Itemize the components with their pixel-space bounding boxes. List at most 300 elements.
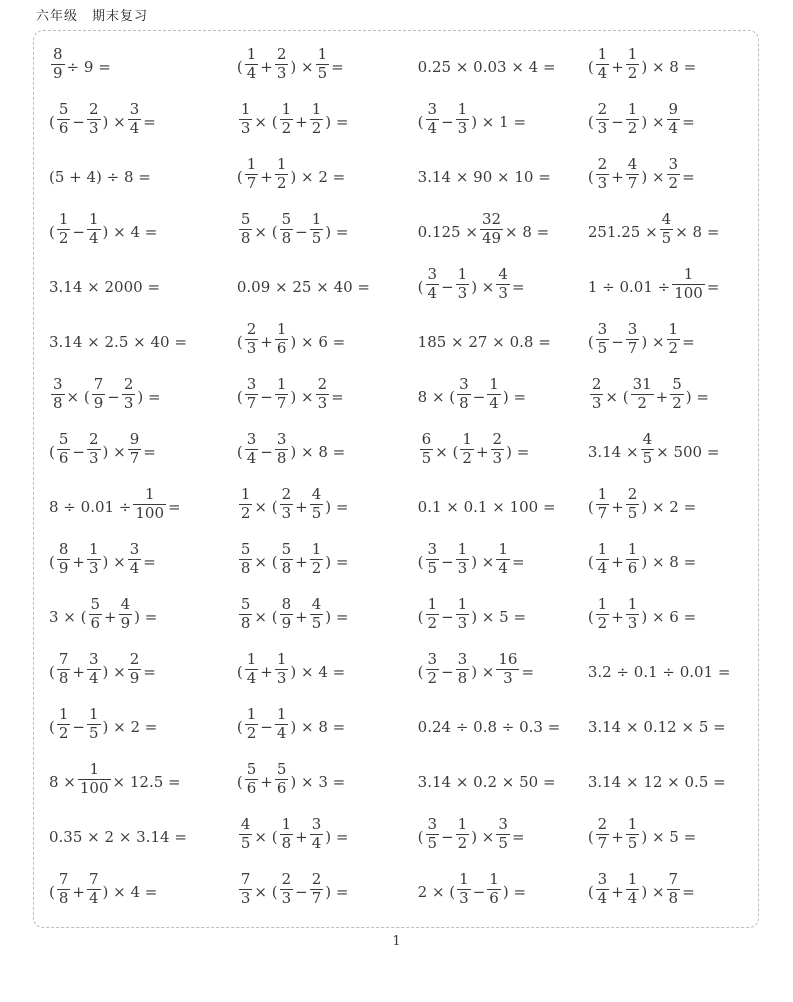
problem-r12-c2: ( $\frac{1}{4}$ + $\frac{1}{3}$ ) × 4 = (236, 650, 346, 687)
fraction-numerator: 3 (457, 650, 468, 669)
fraction (596, 597, 610, 632)
fraction (128, 652, 142, 687)
fraction-denominator: 5 (427, 834, 438, 852)
fraction-numerator: 1 (427, 595, 438, 614)
problem-r2-c2: $\frac{1}{3}$ × ( $\frac{1}{2}$ + $\frac{1}{2}$ ) = (240, 100, 349, 137)
fraction-denominator: 3 (276, 64, 287, 82)
fraction (280, 817, 294, 852)
fraction (626, 157, 640, 192)
fraction (51, 377, 65, 412)
fraction-denominator: 3 (457, 284, 468, 302)
fraction-denominator: 3 (88, 449, 99, 467)
fraction-numerator: 1 (276, 705, 287, 724)
fraction-numerator: 1 (457, 595, 468, 614)
fraction-denominator: 8 (240, 559, 251, 577)
fraction-numerator: 7 (93, 375, 104, 394)
fraction-numerator: 5 (240, 210, 251, 229)
fraction-numerator: 1 (672, 267, 705, 285)
problem-r15-c2: $\frac{4}{5}$ × ( $\frac{1}{8}$ + $\frac{3}{4}$ ) = (240, 815, 349, 852)
fraction (487, 377, 501, 412)
fraction-numerator: 1 (311, 210, 322, 229)
fraction-numerator: 1 (240, 485, 251, 504)
worksheet-border (33, 30, 759, 928)
fraction (57, 542, 71, 577)
fraction-numerator: 9 (129, 430, 140, 449)
problem-r4-c2: $\frac{5}{8}$ × ( $\frac{5}{8}$ − $\frac{1}{5}$ ) = (240, 210, 349, 247)
fraction-denominator: 8 (668, 889, 679, 907)
fraction-denominator: 2 (627, 119, 638, 137)
fraction (128, 542, 142, 577)
problem-r14-c3: 3.14 × 0.2 × 50 = (417, 772, 556, 791)
fraction (496, 652, 519, 687)
fraction-numerator: 1 (457, 265, 468, 284)
fraction-numerator: 2 (311, 870, 322, 889)
fraction-numerator: 2 (597, 815, 608, 834)
fraction-denominator: 2 (637, 394, 647, 412)
fraction-denominator: 7 (597, 504, 608, 522)
fraction (87, 652, 101, 687)
fraction-numerator: 3 (427, 815, 438, 834)
fraction (245, 47, 259, 82)
fraction-numerator: 2 (281, 485, 292, 504)
fraction-denominator: 9 (53, 64, 63, 82)
problem-r2-c1: ( $\frac{5}{6}$ − $\frac{2}{3}$ ) × $\frac{3}{4}$ = (49, 100, 156, 137)
fraction (239, 597, 253, 632)
fraction (667, 872, 681, 907)
fraction-denominator: 49 (481, 229, 502, 247)
fraction (487, 872, 501, 907)
problem-r1-c1: $\frac{8}{9}$ ÷ 9 = (53, 45, 111, 82)
fraction-numerator: 1 (317, 45, 328, 64)
fraction (51, 47, 65, 82)
fraction-numerator: 32 (481, 210, 502, 229)
fraction-numerator: 5 (240, 540, 251, 559)
fraction-numerator: 2 (246, 320, 257, 339)
fraction-numerator: 4 (642, 430, 653, 449)
fraction (456, 267, 470, 302)
fraction-numerator: 1 (462, 430, 472, 449)
fraction-numerator: 2 (597, 100, 608, 119)
problem-r4-c4: 251.25 × $\frac{4}{5}$ × 8 = (587, 210, 720, 247)
problem-r7-c4: $\frac{2}{3}$ × ( $\frac{31}{2}$ + $\frac{5}{2}$ ) = (591, 375, 709, 412)
fraction-denominator: 6 (58, 119, 69, 137)
fraction (280, 542, 294, 577)
problem-r6-c4: ( $\frac{3}{5}$ − $\frac{3}{7}$ ) × $\frac{1}{2}$ = (587, 320, 695, 357)
problem-r3-c2: ( $\frac{1}{7}$ + $\frac{1}{2}$ ) × 2 = (236, 155, 346, 192)
fraction-numerator: 1 (58, 210, 69, 229)
page-number: 1 (392, 934, 401, 949)
problem-r13-c2: ( $\frac{1}{2}$ − $\frac{1}{4}$ ) × 8 = (236, 705, 346, 742)
fraction-denominator: 5 (88, 724, 99, 742)
fraction-denominator: 3 (591, 394, 602, 412)
problem-r13-c3: 0.24 ÷ 0.8 ÷ 0.3 = (417, 717, 561, 736)
problem-r5-c4: 1 ÷ 0.01 ÷ $\frac{1}{100}$ = (587, 265, 720, 302)
fraction-denominator: 7 (246, 174, 257, 192)
fraction-denominator: 4 (88, 669, 99, 687)
problem-r6-c2: ( $\frac{2}{3}$ + $\frac{1}{6}$ ) × 6 = (236, 320, 346, 357)
fraction (275, 762, 289, 797)
fraction-denominator: 2 (58, 724, 69, 742)
fraction-numerator: 3 (129, 100, 140, 119)
fraction-numerator: 8 (53, 45, 63, 64)
fraction-denominator: 7 (311, 889, 322, 907)
fraction (310, 212, 324, 247)
fraction (280, 102, 294, 137)
problem-r11-c3: ( $\frac{1}{2}$ − $\frac{1}{3}$ ) × 5 = (417, 595, 527, 632)
fraction (456, 542, 470, 577)
fraction-denominator: 6 (276, 339, 287, 357)
fraction-denominator: 5 (597, 339, 608, 357)
fraction-numerator: 5 (246, 760, 257, 779)
fraction (280, 212, 294, 247)
fraction-denominator: 2 (276, 174, 287, 192)
fraction (239, 212, 253, 247)
fraction-numerator: 3 (246, 430, 257, 449)
fraction-numerator: 4 (120, 595, 131, 614)
fraction-denominator: 4 (311, 834, 322, 852)
fraction-denominator: 8 (276, 449, 287, 467)
fraction-numerator: 2 (317, 375, 328, 394)
fraction-denominator: 7 (129, 449, 140, 467)
fraction-numerator: 9 (668, 100, 679, 119)
fraction-denominator: 2 (627, 64, 638, 82)
fraction-denominator: 4 (498, 559, 508, 577)
problem-r1-c2: ( $\frac{1}{4}$ + $\frac{2}{3}$ ) × $\frac{1}{5}$ = (236, 45, 344, 82)
fraction-denominator: 5 (642, 449, 653, 467)
fraction-numerator: 1 (498, 540, 508, 559)
fraction-denominator: 3 (240, 889, 251, 907)
problem-r14-c1: 8 × $\frac{1}{100}$ × 12.5 = (49, 760, 181, 797)
fraction-numerator: 1 (58, 705, 69, 724)
problem-r15-c1: 0.35 × 2 × 3.14 = (49, 827, 187, 846)
problem-r2-c4: ( $\frac{2}{3}$ − $\frac{1}{2}$ ) × $\frac{9}{4}$ = (587, 100, 695, 137)
fraction-denominator: 6 (90, 614, 101, 632)
fraction-numerator: 1 (281, 100, 292, 119)
fraction-denominator: 6 (58, 449, 69, 467)
fraction-denominator: 8 (58, 889, 69, 907)
fraction (626, 322, 640, 357)
fraction-numerator: 3 (627, 320, 638, 339)
problem-r11-c1: 3 × ( $\frac{5}{6}$ + $\frac{4}{9}$ ) = (49, 595, 158, 632)
fraction-denominator: 2 (668, 174, 679, 192)
fraction (245, 432, 259, 467)
fraction-denominator: 8 (240, 614, 251, 632)
fraction-numerator: 7 (58, 870, 69, 889)
problem-r1-c4: ( $\frac{1}{4}$ + $\frac{1}{2}$ ) × 8 = (587, 45, 697, 82)
problem-r14-c4: 3.14 × 12 × 0.5 = (587, 772, 726, 791)
fraction (310, 102, 324, 137)
fraction-denominator: 3 (492, 449, 503, 467)
fraction-numerator: 3 (597, 320, 608, 339)
fraction-numerator: 1 (457, 540, 468, 559)
fraction (460, 432, 474, 467)
fraction-denominator: 7 (627, 339, 638, 357)
fraction (275, 377, 289, 412)
fraction-numerator: 3 (459, 375, 469, 394)
fraction-denominator: 5 (627, 834, 638, 852)
problem-r9-c3: 0.1 × 0.1 × 100 = (417, 497, 556, 516)
fraction (426, 817, 440, 852)
fraction-numerator: 8 (58, 540, 69, 559)
fraction (87, 432, 101, 467)
problem-r3-c1: (5 + 4) ÷ 8 = (49, 167, 151, 186)
fraction-denominator: 5 (311, 614, 322, 632)
fraction (626, 487, 640, 522)
fraction (667, 102, 681, 137)
problem-r15-c4: ( $\frac{2}{7}$ + $\frac{1}{5}$ ) × 5 = (587, 815, 697, 852)
fraction (631, 377, 654, 412)
fraction (426, 102, 440, 137)
fraction (87, 707, 101, 742)
fraction (57, 432, 71, 467)
problem-r9-c4: ( $\frac{1}{7}$ + $\frac{2}{5}$ ) × 2 = (587, 485, 697, 522)
fraction-denominator: 4 (489, 394, 499, 412)
fraction-denominator: 4 (668, 119, 679, 137)
fraction-numerator: 7 (88, 870, 99, 889)
fraction-numerator: 5 (672, 375, 682, 394)
problem-r8-c1: ( $\frac{5}{6}$ − $\frac{2}{3}$ ) × $\frac{9}{7}$ = (49, 430, 156, 467)
fraction-denominator: 3 (597, 119, 608, 137)
fraction-denominator: 100 (79, 779, 109, 797)
fraction-numerator: 2 (597, 155, 608, 174)
fraction-denominator: 8 (53, 394, 63, 412)
fraction-numerator: 3 (311, 815, 322, 834)
fraction-denominator: 2 (427, 669, 438, 687)
fraction (420, 432, 434, 467)
fraction-denominator: 3 (459, 889, 469, 907)
fraction (660, 212, 674, 247)
fraction (92, 377, 106, 412)
fraction (128, 102, 142, 137)
fraction-numerator: 1 (597, 540, 608, 559)
fraction (626, 102, 640, 137)
fraction-numerator: 1 (246, 650, 257, 669)
fraction-numerator: 1 (457, 815, 468, 834)
fraction-numerator: 3 (276, 430, 287, 449)
fraction (626, 817, 640, 852)
fraction (239, 542, 253, 577)
fraction-numerator: 4 (661, 210, 672, 229)
fraction-denominator: 4 (246, 449, 257, 467)
fraction-denominator: 8 (281, 559, 292, 577)
fraction-denominator: 2 (311, 119, 322, 137)
fraction (496, 267, 510, 302)
fraction-denominator: 4 (597, 889, 608, 907)
fraction-numerator: 1 (88, 705, 99, 724)
fraction-numerator: 3 (597, 870, 608, 889)
fraction-numerator: 1 (246, 155, 257, 174)
problem-r12-c3: ( $\frac{3}{2}$ − $\frac{3}{8}$ ) × $\frac{16}{3}$ = (417, 650, 535, 687)
fraction-denominator: 3 (317, 394, 328, 412)
fraction-denominator: 9 (281, 614, 292, 632)
fraction-denominator: 6 (276, 779, 287, 797)
fraction-denominator: 2 (668, 339, 679, 357)
fraction-denominator: 100 (674, 284, 703, 302)
fraction (280, 597, 294, 632)
fraction-numerator: 4 (240, 815, 251, 834)
fraction (426, 542, 440, 577)
fraction-denominator: 3 (240, 119, 251, 137)
fraction (496, 542, 510, 577)
fraction (57, 872, 71, 907)
fraction-denominator: 4 (627, 889, 638, 907)
fraction-denominator: 4 (129, 119, 140, 137)
fraction-numerator: 5 (240, 595, 251, 614)
fraction-denominator: 8 (459, 394, 469, 412)
fraction-numerator: 5 (58, 100, 69, 119)
fraction-denominator: 5 (427, 559, 438, 577)
problem-r5-c1: 3.14 × 2000 = (49, 277, 161, 296)
fraction (245, 157, 259, 192)
fraction-numerator: 1 (668, 320, 679, 339)
fraction (89, 597, 103, 632)
fraction-denominator: 3 (457, 119, 468, 137)
fraction (316, 47, 330, 82)
fraction-denominator: 2 (427, 614, 438, 632)
fraction (57, 212, 71, 247)
fraction (496, 817, 510, 852)
fraction-denominator: 9 (129, 669, 140, 687)
fraction-numerator: 5 (58, 430, 69, 449)
fraction-numerator: 5 (281, 540, 292, 559)
fraction (133, 487, 166, 522)
fraction-denominator: 8 (281, 834, 292, 852)
problem-r13-c1: ( $\frac{1}{2}$ − $\frac{1}{5}$ ) × 2 = (49, 705, 158, 742)
fraction-denominator: 4 (597, 559, 608, 577)
fraction (87, 542, 101, 577)
problem-r10-c4: ( $\frac{1}{4}$ + $\frac{1}{6}$ ) × 8 = (587, 540, 697, 577)
fraction-numerator: 7 (58, 650, 69, 669)
fraction (87, 872, 101, 907)
fraction-denominator: 4 (427, 284, 438, 302)
fraction-denominator: 9 (120, 614, 131, 632)
fraction-denominator: 9 (93, 394, 104, 412)
fraction (310, 542, 324, 577)
fraction-numerator: 1 (276, 155, 287, 174)
fraction-numerator: 6 (421, 430, 432, 449)
fraction-numerator: 1 (627, 540, 638, 559)
fraction (626, 542, 640, 577)
fraction (57, 707, 71, 742)
fraction (596, 872, 610, 907)
fraction (457, 377, 471, 412)
fraction-denominator: 2 (311, 559, 322, 577)
fraction-denominator: 7 (246, 394, 257, 412)
fraction-denominator: 3 (498, 284, 508, 302)
fraction (626, 47, 640, 82)
problem-r10-c3: ( $\frac{3}{5}$ − $\frac{1}{3}$ ) × $\frac{1}{4}$ = (417, 540, 525, 577)
problem-r3-c3: 3.14 × 90 × 10 = (417, 167, 551, 186)
fraction (122, 377, 136, 412)
fraction-denominator: 8 (457, 669, 468, 687)
fraction-denominator: 2 (672, 394, 682, 412)
fraction (239, 487, 253, 522)
problem-r10-c2: $\frac{5}{8}$ × ( $\frac{5}{8}$ + $\frac{1}{2}$ ) = (240, 540, 349, 577)
fraction (78, 762, 111, 797)
fraction (87, 102, 101, 137)
fraction-denominator: 2 (597, 614, 608, 632)
problem-r16-c3: 2 × ( $\frac{1}{3}$ − $\frac{1}{6}$ ) = (417, 870, 527, 907)
problem-r14-c2: ( $\frac{5}{6}$ + $\frac{5}{6}$ ) × 3 = (236, 760, 346, 797)
fraction-denominator: 7 (276, 394, 287, 412)
fraction-numerator: 1 (627, 100, 638, 119)
fraction-denominator: 9 (58, 559, 69, 577)
fraction (590, 377, 604, 412)
fraction-denominator: 4 (88, 889, 99, 907)
fraction (275, 707, 289, 742)
fraction (456, 597, 470, 632)
fraction (245, 377, 259, 412)
fraction (245, 762, 259, 797)
fraction-denominator: 3 (246, 339, 257, 357)
problem-r12-c1: ( $\frac{7}{8}$ + $\frac{3}{4}$ ) × $\frac{2}{9}$ = (49, 650, 156, 687)
problem-r3-c4: ( $\frac{2}{3}$ + $\frac{4}{7}$ ) × $\frac{3}{2}$ = (587, 155, 695, 192)
fraction-denominator: 6 (246, 779, 257, 797)
problem-r11-c4: ( $\frac{1}{2}$ + $\frac{1}{3}$ ) × 6 = (587, 595, 697, 632)
fraction-numerator: 1 (597, 595, 608, 614)
fraction-numerator: 2 (88, 100, 99, 119)
fraction-numerator: 1 (597, 485, 608, 504)
fraction-denominator: 4 (88, 229, 99, 247)
fraction-denominator: 2 (281, 119, 292, 137)
fraction-numerator: 3 (427, 650, 438, 669)
fraction-numerator: 1 (78, 762, 111, 780)
fraction-denominator: 4 (246, 64, 257, 82)
problem-r13-c4: 3.14 × 0.12 × 5 = (587, 717, 726, 736)
fraction (87, 212, 101, 247)
fraction-denominator: 5 (627, 504, 638, 522)
fraction-denominator: 3 (457, 559, 468, 577)
fraction-numerator: 2 (276, 45, 287, 64)
page-title: 六年级 期末复习 (36, 9, 149, 24)
fraction-numerator: 1 (627, 815, 638, 834)
fraction-denominator: 5 (421, 449, 432, 467)
fraction-denominator: 2 (240, 504, 251, 522)
fraction-numerator: 1 (311, 540, 322, 559)
fraction-denominator: 5 (240, 834, 251, 852)
fraction-denominator: 3 (88, 119, 99, 137)
fraction-numerator: 2 (129, 650, 140, 669)
fraction-numerator: 4 (311, 485, 322, 504)
fraction-numerator: 1 (311, 100, 322, 119)
fraction (310, 817, 324, 852)
fraction-numerator: 3 (427, 265, 438, 284)
fraction (57, 652, 71, 687)
fraction (426, 652, 440, 687)
fraction (596, 487, 610, 522)
fraction-numerator: 1 (246, 45, 257, 64)
fraction (239, 817, 253, 852)
problems-grid (34, 31, 758, 927)
fraction-numerator: 4 (311, 595, 322, 614)
fraction-numerator: 3 (427, 540, 438, 559)
fraction (480, 212, 503, 247)
fraction-numerator: 2 (281, 870, 292, 889)
problem-r2-c3: ( $\frac{3}{4}$ − $\frac{1}{3}$ ) × 1 = (417, 100, 527, 137)
problem-r16-c4: ( $\frac{3}{4}$ + $\frac{1}{4}$ ) × $\frac{7}{8}$ = (587, 870, 695, 907)
fraction-numerator: 2 (492, 430, 503, 449)
fraction-numerator: 1 (627, 870, 638, 889)
fraction-numerator: 1 (276, 650, 287, 669)
fraction (667, 322, 681, 357)
fraction (626, 597, 640, 632)
fraction-numerator: 1 (88, 210, 99, 229)
fraction (596, 102, 610, 137)
fraction (275, 322, 289, 357)
problem-r4-c3: 0.125 × $\frac{32}{49}$ × 8 = (417, 210, 550, 247)
fraction (275, 652, 289, 687)
fraction (596, 47, 610, 82)
